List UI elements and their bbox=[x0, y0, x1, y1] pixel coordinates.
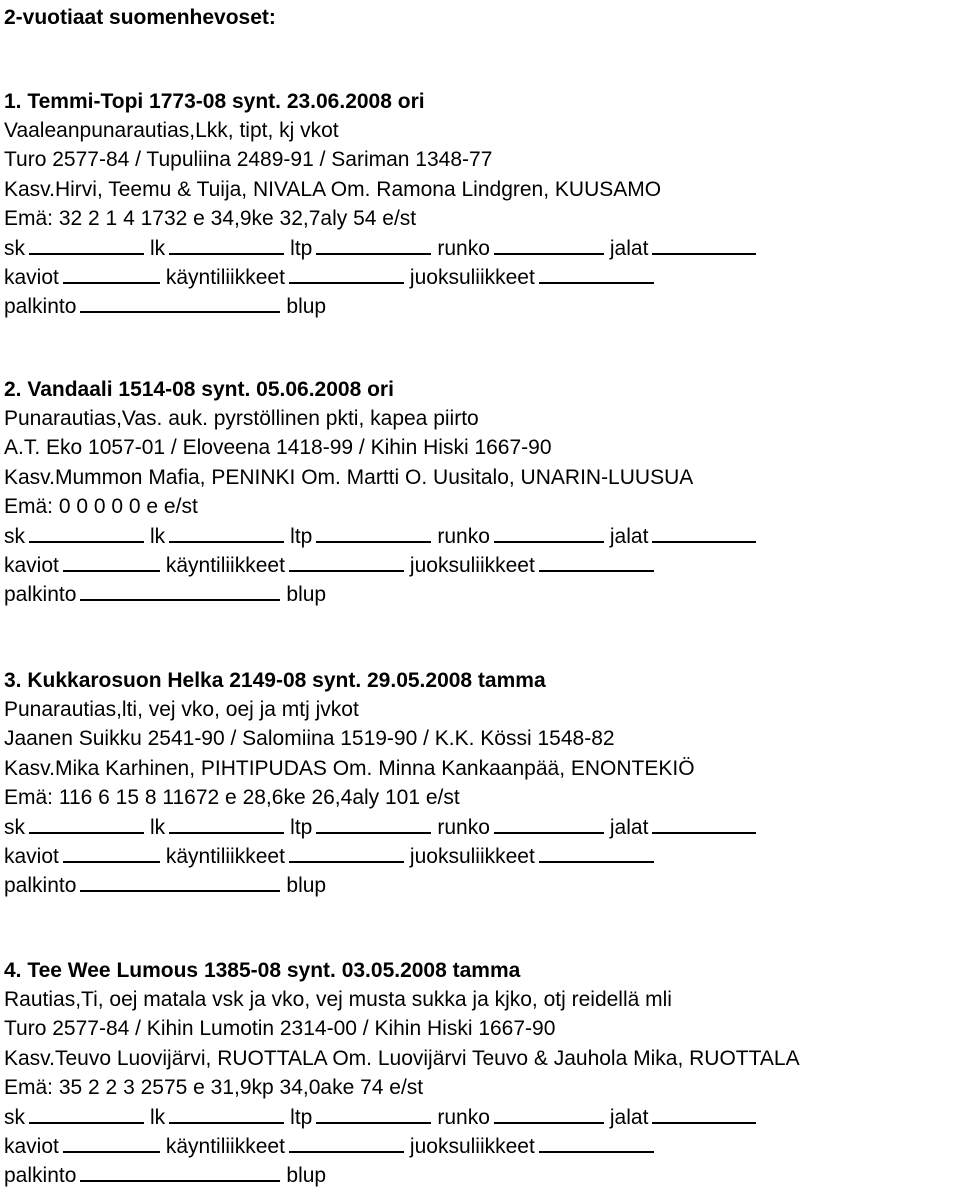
label-palkinto: palkinto bbox=[4, 583, 77, 607]
blank-kayntiliikkeet[interactable] bbox=[289, 1131, 404, 1153]
horse-dam-info: Emä: 116 6 15 8 11672 e 28,6ke 26,4aly 101 e/st bbox=[4, 785, 460, 809]
label-kayntiliikkeet: käyntiliikkeet bbox=[165, 266, 285, 290]
blank-runko[interactable] bbox=[494, 1102, 604, 1124]
blank-runko[interactable] bbox=[494, 233, 604, 255]
label-sk: sk bbox=[4, 236, 25, 260]
label-ltp: ltp bbox=[290, 815, 313, 839]
label-blup: blup bbox=[286, 874, 327, 898]
blank-palkinto[interactable] bbox=[80, 291, 280, 313]
horse-pedigree: A.T. Eko 1057-01 / Eloveena 1418-99 / Kihin Hiski 1667-90 bbox=[4, 436, 552, 460]
blank-lk[interactable] bbox=[169, 521, 284, 543]
horse-color: Vaaleanpunarautias,Lkk, tipt, kj vkot bbox=[4, 119, 339, 143]
blank-kaviot[interactable] bbox=[63, 1131, 160, 1153]
label-kaviot: kaviot bbox=[4, 554, 59, 578]
label-kaviot: kaviot bbox=[4, 266, 59, 290]
label-sk: sk bbox=[4, 524, 25, 548]
blank-runko[interactable] bbox=[494, 812, 604, 834]
blank-kaviot[interactable] bbox=[63, 262, 160, 284]
horse-color: Punarautias,lti, vej vko, oej ja mtj jvkot bbox=[4, 698, 359, 722]
label-kayntiliikkeet: käyntiliikkeet bbox=[165, 554, 285, 578]
score-row-prize bbox=[4, 579, 956, 608]
label-runko: runko bbox=[437, 236, 490, 260]
label-juoksuliikkeet: juoksuliikkeet bbox=[409, 845, 535, 869]
label-lk: lk bbox=[150, 524, 166, 548]
label-lk: lk bbox=[150, 1105, 166, 1129]
label-sk: sk bbox=[4, 1105, 25, 1129]
label-kayntiliikkeet: käyntiliikkeet bbox=[165, 845, 285, 869]
blank-jalat[interactable] bbox=[652, 521, 756, 543]
horse-entry-4 bbox=[4, 956, 956, 1190]
score-row-prize bbox=[4, 291, 956, 320]
blank-palkinto[interactable] bbox=[80, 870, 280, 892]
horse-title: 1. Temmi-Topi 1773-08 synt. 23.06.2008 ori bbox=[4, 90, 425, 113]
horse-breeder-owner: Kasv.Mika Karhinen, PIHTIPUDAS Om. Minna Kankaanpää, ENONTEKIÖ bbox=[4, 756, 695, 780]
blank-kayntiliikkeet[interactable] bbox=[289, 841, 404, 863]
score-row-prize bbox=[4, 1160, 956, 1189]
blank-kaviot[interactable] bbox=[63, 841, 160, 863]
blank-sk[interactable] bbox=[29, 521, 144, 543]
horse-entry-3 bbox=[4, 666, 956, 900]
blank-lk[interactable] bbox=[169, 812, 284, 834]
label-jalat: jalat bbox=[609, 524, 649, 548]
label-lk: lk bbox=[150, 236, 166, 260]
label-palkinto: palkinto bbox=[4, 295, 77, 319]
horse-color: Rautias,Ti, oej matala vsk ja vko, vej musta sukka ja kjko, otj reidellä mli bbox=[4, 988, 672, 1012]
score-row-movement bbox=[4, 1131, 956, 1160]
blank-jalat[interactable] bbox=[652, 1102, 756, 1124]
horse-entry-1 bbox=[4, 87, 956, 321]
horse-pedigree: Turo 2577-84 / Tupuliina 2489-91 / Sariman 1348-77 bbox=[4, 148, 493, 172]
horse-title: 2. Vandaali 1514-08 synt. 05.06.2008 ori bbox=[4, 378, 394, 401]
blank-sk[interactable] bbox=[29, 1102, 144, 1124]
label-juoksuliikkeet: juoksuliikkeet bbox=[409, 1135, 535, 1159]
blank-juoksuliikkeet[interactable] bbox=[539, 1131, 654, 1153]
label-lk: lk bbox=[150, 815, 166, 839]
blank-sk[interactable] bbox=[29, 233, 144, 255]
label-juoksuliikkeet: juoksuliikkeet bbox=[409, 554, 535, 578]
label-juoksuliikkeet: juoksuliikkeet bbox=[409, 266, 535, 290]
blank-palkinto[interactable] bbox=[80, 1160, 280, 1182]
label-sk: sk bbox=[4, 815, 25, 839]
score-row-movement bbox=[4, 550, 956, 579]
horse-breeder-owner: Kasv.Teuvo Luovijärvi, RUOTTALA Om. Luovijärvi Teuvo & Jauhola Mika, RUOTTALA bbox=[4, 1046, 800, 1070]
horse-pedigree: Turo 2577-84 / Kihin Lumotin 2314-00 / Kihin Hiski 1667-90 bbox=[4, 1017, 556, 1041]
score-row-conformation bbox=[4, 233, 956, 262]
horse-title: 3. Kukkarosuon Helka 2149-08 synt. 29.05.2008 tamma bbox=[4, 669, 546, 692]
label-ltp: ltp bbox=[290, 1105, 313, 1129]
horse-dam-info: Emä: 0 0 0 0 0 e e/st bbox=[4, 494, 198, 518]
horse-dam-info: Emä: 32 2 1 4 1732 e 34,9ke 32,7aly 54 e/st bbox=[4, 206, 417, 230]
label-kaviot: kaviot bbox=[4, 845, 59, 869]
blank-palkinto[interactable] bbox=[80, 579, 280, 601]
blank-ltp[interactable] bbox=[316, 1102, 431, 1124]
label-kayntiliikkeet: käyntiliikkeet bbox=[165, 1135, 285, 1159]
blank-juoksuliikkeet[interactable] bbox=[539, 841, 654, 863]
label-jalat: jalat bbox=[609, 1105, 649, 1129]
label-ltp: ltp bbox=[290, 236, 313, 260]
horse-entry-2 bbox=[4, 375, 956, 609]
label-blup: blup bbox=[286, 583, 327, 607]
label-blup: blup bbox=[286, 1164, 327, 1188]
score-row-conformation bbox=[4, 1102, 956, 1131]
blank-ltp[interactable] bbox=[316, 233, 431, 255]
horse-color: Punarautias,Vas. auk. pyrstöllinen pkti, kapea piirto bbox=[4, 407, 479, 431]
horse-breeder-owner: Kasv.Hirvi, Teemu & Tuija, NIVALA Om. Ramona Lindgren, KUUSAMO bbox=[4, 177, 662, 201]
label-runko: runko bbox=[437, 1105, 490, 1129]
blank-kaviot[interactable] bbox=[63, 550, 160, 572]
blank-juoksuliikkeet[interactable] bbox=[539, 262, 654, 284]
horse-title: 4. Tee Wee Lumous 1385-08 synt. 03.05.2008 tamma bbox=[4, 959, 521, 982]
label-ltp: ltp bbox=[290, 524, 313, 548]
label-jalat: jalat bbox=[609, 236, 649, 260]
blank-kayntiliikkeet[interactable] bbox=[289, 262, 404, 284]
blank-sk[interactable] bbox=[29, 812, 144, 834]
page-heading: 2-vuotiaat suomenhevoset: bbox=[4, 6, 276, 29]
score-row-movement bbox=[4, 841, 956, 870]
blank-lk[interactable] bbox=[169, 1102, 284, 1124]
blank-juoksuliikkeet[interactable] bbox=[539, 550, 654, 572]
blank-runko[interactable] bbox=[494, 521, 604, 543]
label-jalat: jalat bbox=[609, 815, 649, 839]
label-runko: runko bbox=[437, 815, 490, 839]
label-palkinto: palkinto bbox=[4, 874, 77, 898]
label-runko: runko bbox=[437, 524, 490, 548]
label-blup: blup bbox=[286, 295, 327, 319]
label-kaviot: kaviot bbox=[4, 1135, 59, 1159]
blank-jalat[interactable] bbox=[652, 812, 756, 834]
blank-ltp[interactable] bbox=[316, 521, 431, 543]
blank-ltp[interactable] bbox=[316, 812, 431, 834]
score-row-conformation bbox=[4, 812, 956, 841]
score-row-prize bbox=[4, 870, 956, 899]
label-palkinto: palkinto bbox=[4, 1164, 77, 1188]
horse-dam-info: Emä: 35 2 2 3 2575 e 31,9kp 34,0ake 74 e/st bbox=[4, 1075, 424, 1099]
blank-kayntiliikkeet[interactable] bbox=[289, 550, 404, 572]
horse-pedigree: Jaanen Suikku 2541-90 / Salomiina 1519-90 / K.K. Kössi 1548-82 bbox=[4, 727, 615, 751]
horse-breeder-owner: Kasv.Mummon Mafia, PENINKI Om. Martti O. Uusitalo, UNARIN-LUUSUA bbox=[4, 465, 694, 489]
blank-lk[interactable] bbox=[169, 233, 284, 255]
score-row-conformation bbox=[4, 521, 956, 550]
blank-jalat[interactable] bbox=[652, 233, 756, 255]
score-row-movement bbox=[4, 262, 956, 291]
